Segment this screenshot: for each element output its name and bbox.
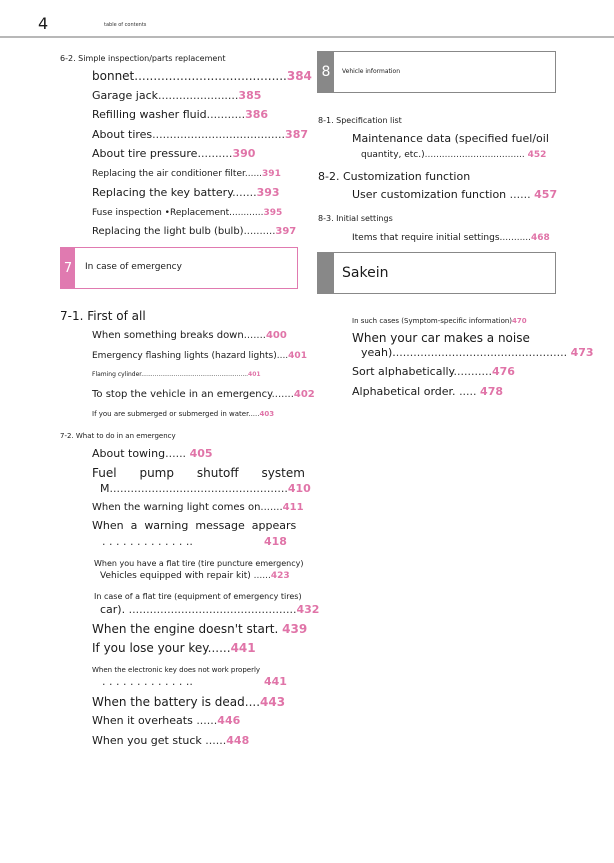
page-ref: 401 bbox=[288, 350, 307, 361]
toc-entry-fuel-pump-line2[interactable] bbox=[100, 482, 311, 496]
entry-text: car). bbox=[100, 603, 126, 616]
toc-entry-warning-message-line2[interactable] bbox=[102, 535, 193, 549]
entry-text: If you are submerged or submerged in water bbox=[92, 410, 249, 418]
toc-entry-maintenance-line1[interactable] bbox=[352, 132, 549, 146]
entry-text: When the battery is dead bbox=[92, 695, 245, 709]
toc-entry-battery-dead[interactable] bbox=[92, 695, 285, 709]
page-ref: 423 bbox=[270, 571, 290, 581]
entry-text: About tires bbox=[92, 127, 153, 141]
section-8-2-title: 8-2. Customization function bbox=[318, 170, 471, 183]
toc-entry[interactable] bbox=[92, 89, 261, 103]
page-ref: 441 bbox=[230, 641, 256, 655]
page-ref: 468 bbox=[531, 233, 550, 243]
toc-entry-electronic-key-line2[interactable] bbox=[102, 675, 193, 689]
toc-entry[interactable] bbox=[92, 69, 312, 83]
toc-entry-noise-line2[interactable] bbox=[361, 346, 594, 360]
page-ref: 395 bbox=[263, 207, 283, 218]
page-ref: 410 bbox=[287, 482, 311, 495]
page-ref: 470 bbox=[512, 317, 527, 325]
page-number: 4 bbox=[38, 14, 49, 33]
leader-dots: . . . . . . . . . . . . .. bbox=[102, 535, 193, 548]
leader-dots: ........................................................ bbox=[141, 371, 249, 378]
header-divider bbox=[0, 36, 614, 38]
page-ref: 448 bbox=[226, 734, 250, 747]
entry-text: Maintenance data (specified fuel/oil bbox=[352, 132, 549, 145]
leader-dots: ...... bbox=[165, 447, 187, 460]
entry-text: When the electronic key does not work properly bbox=[92, 666, 261, 674]
page-ref: 400 bbox=[265, 330, 287, 341]
entry-text: Items that require initial settings. bbox=[352, 233, 503, 243]
section-6-2-title: 6-2. Simple inspection/parts replacement bbox=[60, 54, 226, 63]
toc-entry-engine[interactable] bbox=[92, 622, 307, 636]
page-ref: 403 bbox=[259, 410, 275, 418]
leader-dots: ........... bbox=[231, 207, 264, 218]
entry-text: About tire pressure. bbox=[92, 147, 201, 160]
chapter-title: Vehicle information bbox=[342, 68, 400, 75]
toc-entry[interactable] bbox=[92, 407, 274, 421]
page-ref: 393 bbox=[256, 186, 280, 199]
leader-dots: ....... bbox=[271, 388, 294, 400]
chapter-8-header[interactable] bbox=[317, 51, 556, 93]
entry-text: Alphabetical order. bbox=[352, 385, 456, 398]
leader-dots: ........... bbox=[206, 108, 246, 121]
entry-text: bonnet bbox=[92, 69, 135, 83]
toc-entry-warning-light[interactable] bbox=[92, 501, 304, 515]
section-8-1-title: 8-1. Specification list bbox=[318, 116, 402, 125]
page-ref: 391 bbox=[262, 168, 281, 179]
page-ref: 384 bbox=[286, 69, 312, 83]
entry-text: Sort alphabetically bbox=[352, 365, 454, 378]
toc-entry[interactable] bbox=[92, 167, 281, 181]
page-ref: 476 bbox=[491, 365, 515, 378]
section-7-2-title: 7-2. What to do in an emergency bbox=[60, 432, 176, 440]
leader-dots: . . . . . . . . . . . . .. bbox=[102, 675, 193, 688]
page-ref: 405 bbox=[189, 447, 213, 460]
toc-entry-stuck[interactable] bbox=[92, 734, 249, 748]
section-8-3-title: 8-3. Initial settings bbox=[318, 214, 393, 223]
toc-entry[interactable] bbox=[92, 388, 315, 402]
entry-text: When something breaks down bbox=[92, 330, 244, 341]
page-ref: 402 bbox=[293, 388, 315, 400]
entry-text: Fuse inspection •Replacement. bbox=[92, 207, 232, 218]
leader-dots: ..... bbox=[459, 385, 477, 398]
leader-dots: ................................... bbox=[424, 150, 525, 160]
page-ref-441b bbox=[264, 675, 287, 689]
page-ref: 390 bbox=[232, 147, 256, 160]
entry-text: When you get stuck bbox=[92, 734, 202, 747]
entry-text: Refilling washer fluid bbox=[92, 108, 207, 121]
toc-entry[interactable] bbox=[92, 206, 282, 220]
leader-dots: ................................................ bbox=[128, 603, 297, 616]
page-ref: 439 bbox=[282, 622, 308, 636]
leader-dots: ...... bbox=[196, 714, 218, 727]
page-ref: 452 bbox=[527, 150, 547, 160]
entry-text: When your car makes a noise bbox=[352, 331, 530, 345]
entry-text: When the warning light comes on bbox=[92, 502, 261, 513]
toc-entry-flat-tire-emergency-line1[interactable] bbox=[94, 590, 302, 604]
leader-dots: .... bbox=[244, 695, 261, 709]
entry-text: quantity, etc.) bbox=[361, 150, 425, 160]
entry-text: Flaming cylinder bbox=[92, 371, 142, 378]
entry-text: User customization function bbox=[352, 188, 507, 201]
leader-dots: ....... bbox=[260, 502, 283, 513]
entry-text: Vehicles equipped with repair kit) bbox=[100, 571, 251, 581]
page-ref: 441 bbox=[264, 675, 287, 688]
entry-text: In case of a flat tire (equipment of emergency tires) bbox=[94, 592, 302, 601]
toc-entry[interactable] bbox=[92, 186, 280, 200]
entry-text: Replacing the key battery bbox=[92, 186, 233, 199]
leader-dots: ....... bbox=[243, 330, 266, 341]
leader-dots: ......... bbox=[200, 147, 233, 160]
leader-dots: ................................................... bbox=[109, 482, 288, 495]
toc-entry[interactable] bbox=[92, 147, 255, 161]
page-ref: 418 bbox=[264, 535, 287, 548]
leader-dots: .......... bbox=[502, 233, 532, 243]
entry-text: Fuel pump shutoff system bbox=[92, 466, 305, 480]
page-ref-418 bbox=[264, 535, 287, 549]
toc-entry-noise-line1[interactable] bbox=[352, 331, 530, 345]
leader-dots: ...... bbox=[207, 641, 231, 655]
leader-dots: ................................................. bbox=[395, 346, 568, 359]
entry-text: When you have a flat tire (tire puncture emergency) bbox=[94, 559, 304, 568]
toc-entry-alphabetical-order[interactable] bbox=[352, 385, 503, 399]
entry-text: Garage jack bbox=[92, 88, 158, 102]
sakein-tab bbox=[318, 253, 334, 293]
leader-dots: ....................... bbox=[158, 88, 239, 102]
entry-text: Replacing the light bulb (bulb) bbox=[92, 226, 244, 237]
entry-text: M bbox=[100, 482, 110, 495]
header-label: table of contents bbox=[104, 22, 147, 28]
toc-entry[interactable] bbox=[92, 368, 261, 382]
page-ref: 478 bbox=[480, 385, 504, 398]
leader-dots: ...... bbox=[244, 168, 263, 179]
toc-entry[interactable] bbox=[92, 108, 268, 122]
page-ref: 401 bbox=[248, 371, 261, 378]
toc-entry-symptom[interactable] bbox=[352, 314, 527, 328]
entry-text: When the engine doesn't start. bbox=[92, 622, 279, 636]
chapter-number: 7 bbox=[61, 248, 75, 288]
page-ref: 457 bbox=[534, 188, 558, 201]
entry-text: yeah). bbox=[361, 346, 396, 359]
leader-dots: ...... bbox=[253, 571, 271, 581]
leader-dots: ...... bbox=[205, 734, 227, 747]
page-ref: 397 bbox=[275, 226, 297, 237]
entry-text: Replacing the air conditioner filter bbox=[92, 168, 245, 179]
leader-dots: ........... bbox=[453, 365, 492, 378]
toc-entry[interactable] bbox=[92, 349, 307, 363]
toc-entry-initial-settings[interactable] bbox=[352, 231, 550, 245]
page-ref: 387 bbox=[285, 127, 309, 141]
leader-dots: ....... bbox=[232, 186, 257, 199]
leader-dots: .... bbox=[276, 350, 289, 361]
toc-entry-fuel-pump-line1[interactable] bbox=[92, 466, 305, 480]
sakein-header[interactable] bbox=[317, 252, 556, 294]
toc-entry-sort-alphabetically[interactable] bbox=[352, 365, 515, 379]
entry-text: To stop the vehicle in an emergency bbox=[92, 388, 272, 400]
toc-entry[interactable] bbox=[92, 329, 287, 343]
page-ref: 386 bbox=[245, 108, 269, 121]
leader-dots: ...... bbox=[509, 188, 531, 201]
page-ref: 411 bbox=[282, 502, 304, 513]
chapter-number: 8 bbox=[318, 52, 334, 92]
toc-entry-towing[interactable] bbox=[92, 447, 213, 461]
page-ref: 446 bbox=[217, 714, 241, 727]
toc-entry[interactable] bbox=[92, 128, 308, 142]
toc-entry-warning-message[interactable] bbox=[92, 519, 296, 533]
entry-text: Emergency flashing lights (hazard lights) bbox=[92, 350, 277, 361]
toc-entry-maintenance-line2[interactable] bbox=[361, 148, 546, 162]
page-ref: 443 bbox=[260, 695, 286, 709]
leader-dots: ..... bbox=[248, 410, 260, 418]
entry-text: In such cases (Symptom-specific information) bbox=[352, 317, 513, 325]
toc-entry-user-customization[interactable] bbox=[352, 188, 557, 202]
chapter-7-header[interactable] bbox=[60, 247, 298, 289]
toc-entry-overheats[interactable] bbox=[92, 714, 240, 728]
entry-text: When a warning message appears bbox=[92, 519, 297, 532]
entry-text: If you lose your key bbox=[92, 641, 208, 655]
toc-entry-lose-key[interactable] bbox=[92, 641, 256, 655]
entry-text: About towing bbox=[92, 447, 166, 460]
page-ref: 385 bbox=[238, 88, 262, 102]
page-ref: 473 bbox=[570, 346, 594, 359]
toc-entry-flat-tire-emergency-line2[interactable] bbox=[100, 603, 319, 617]
section-7-1-title: 7-1. First of all bbox=[60, 309, 146, 323]
leader-dots: ...................................... bbox=[152, 127, 286, 141]
chapter-title: In case of emergency bbox=[85, 262, 182, 272]
page-ref: 432 bbox=[296, 603, 320, 616]
entry-text: When it overheats bbox=[92, 714, 193, 727]
leader-dots: ........................................ bbox=[134, 69, 287, 83]
leader-dots: .......... bbox=[243, 226, 276, 237]
sakein-title: Sakein bbox=[342, 265, 389, 281]
toc-entry[interactable] bbox=[92, 225, 296, 239]
toc-entry-flat-tire-line2[interactable] bbox=[100, 569, 290, 583]
